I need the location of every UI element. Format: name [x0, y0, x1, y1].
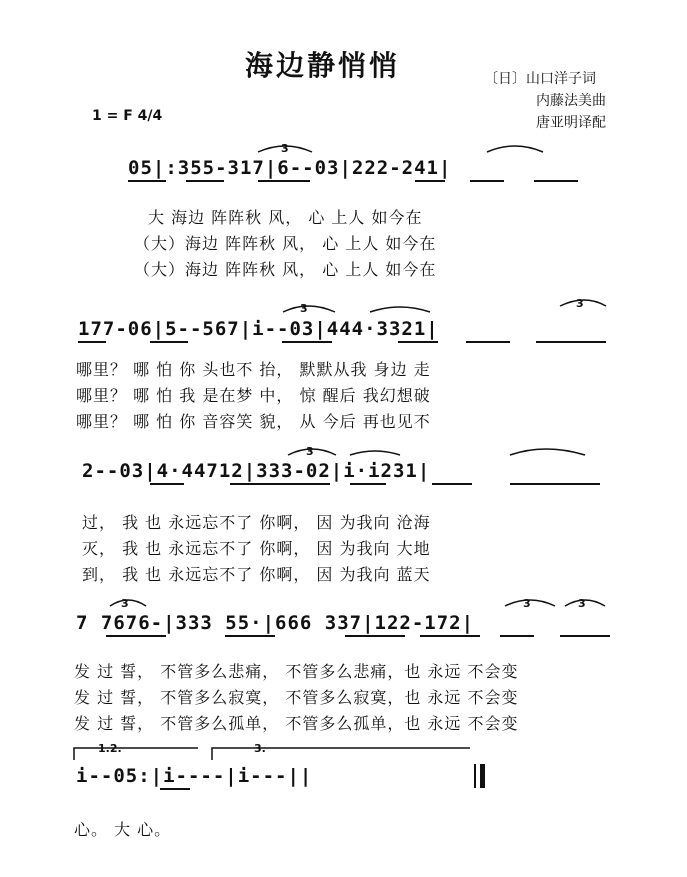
triplet-mark: 3 [300, 302, 308, 315]
underline-mark [500, 635, 534, 637]
underline-mark [106, 635, 166, 637]
triplet-mark: 3 [576, 297, 584, 310]
underline-mark [560, 635, 610, 637]
lyric-line-1-verse-3: （大）海边 阵阵秋 风， 心 上人 如今在 [134, 260, 437, 279]
composer-credit: 内藤法美曲 [536, 93, 606, 109]
notation-line-1: 05|:355-317|6--03|222-241| [128, 157, 452, 179]
underline-mark [350, 483, 386, 485]
triplet-mark: 3 [306, 445, 314, 458]
underline-mark [258, 180, 310, 182]
underline-mark [510, 483, 600, 485]
slur-mark [283, 306, 335, 312]
final-barline-thick [480, 764, 485, 788]
underline-mark [420, 635, 480, 637]
lyric-line-2-verse-3: 哪里？ 哪 怕 你 音容笑 貌， 从 今后 再也见不 [76, 412, 431, 431]
lyric-line-1-verse-2: （大）海边 阵阵秋 风， 心 上人 如今在 [134, 234, 437, 253]
lyric-line-4-verse-3: 发 过 誓， 不管多么孤单， 不管多么孤单，也 永远 不会变 [74, 714, 519, 733]
underline-mark [282, 341, 332, 343]
notation-line-5: i--05:|i----|i---|| [76, 765, 313, 787]
lyric-line-2-verse-2: 哪里？ 哪 怕 我 是在梦 中， 惊 醒后 我幻想破 [76, 386, 431, 405]
underline-mark [128, 180, 166, 182]
underline-mark [230, 483, 330, 485]
notation-line-4: 7 7676-|333 55·|666 337|122-172| [76, 612, 475, 634]
lyric-line-3-verse-2: 灭， 我 也 永远忘不了 你啊， 因 为我向 大地 [82, 539, 431, 558]
triplet-mark: 3 [281, 142, 289, 155]
lyric-line-3-verse-3: 到， 我 也 永远忘不了 你啊， 因 为我向 蓝天 [82, 565, 431, 584]
slur-mark [258, 146, 312, 152]
lyric-line-4-verse-1: 发 过 誓， 不管多么悲痛， 不管多么悲痛，也 永远 不会变 [74, 662, 519, 681]
volta-bracket [74, 748, 198, 760]
triplet-mark: 3 [523, 597, 531, 610]
underline-mark [536, 341, 606, 343]
underline-mark [186, 180, 224, 182]
slur-mark [487, 146, 543, 152]
slur-mark [350, 451, 400, 455]
underline-mark [415, 180, 445, 182]
lyricist-credit: 〔日〕山口洋子词 [484, 71, 596, 87]
volta-bracket [212, 748, 470, 760]
volta-second-ending: 3. [254, 742, 266, 755]
underline-mark [466, 341, 510, 343]
translator-credit: 唐亚明译配 [536, 115, 606, 131]
slur-mark [560, 300, 606, 306]
notation-line-3: 2--03|4·44712|333-02|i·i231| [82, 460, 431, 482]
underline-mark [225, 635, 275, 637]
slur-mark [565, 600, 605, 606]
slur-mark [505, 600, 555, 606]
lyric-line-3-verse-1: 过， 我 也 永远忘不了 你啊， 因 为我向 沧海 [82, 513, 431, 532]
triplet-mark: 3 [578, 597, 586, 610]
triplet-mark: 3 [121, 597, 129, 610]
slur-mark [370, 307, 430, 312]
song-title: 海边静悄悄 [245, 49, 401, 82]
underline-mark [470, 180, 504, 182]
underline-mark [78, 341, 106, 343]
lyric-line-4-verse-2: 发 过 誓， 不管多么寂寞， 不管多么寂寞，也 永远 不会变 [74, 688, 519, 707]
volta-first-ending: 1.2. [98, 742, 122, 755]
slur-mark [510, 449, 585, 455]
key-signature: 1 = F 4/4 [92, 108, 163, 124]
lyric-line-1-verse-1: 大 海边 阵阵秋 风， 心 上人 如今在 [148, 208, 423, 227]
underline-mark [432, 483, 472, 485]
underline-mark [150, 341, 188, 343]
slur-mark [288, 449, 336, 455]
notation-line-2: 177-06|5--567|i--03|444·3321| [78, 318, 439, 340]
underline-mark [398, 341, 438, 343]
final-barline-thin [474, 764, 476, 788]
underline-mark [534, 180, 578, 182]
underline-mark [150, 483, 184, 485]
slur-mark [110, 600, 146, 606]
underline-mark [160, 788, 190, 790]
underline-mark [345, 635, 405, 637]
lyric-line-5: 心。 大 心。 [74, 820, 172, 839]
lyric-line-2-verse-1: 哪里？ 哪 怕 你 头也不 抬， 默默从我 身边 走 [76, 360, 431, 379]
